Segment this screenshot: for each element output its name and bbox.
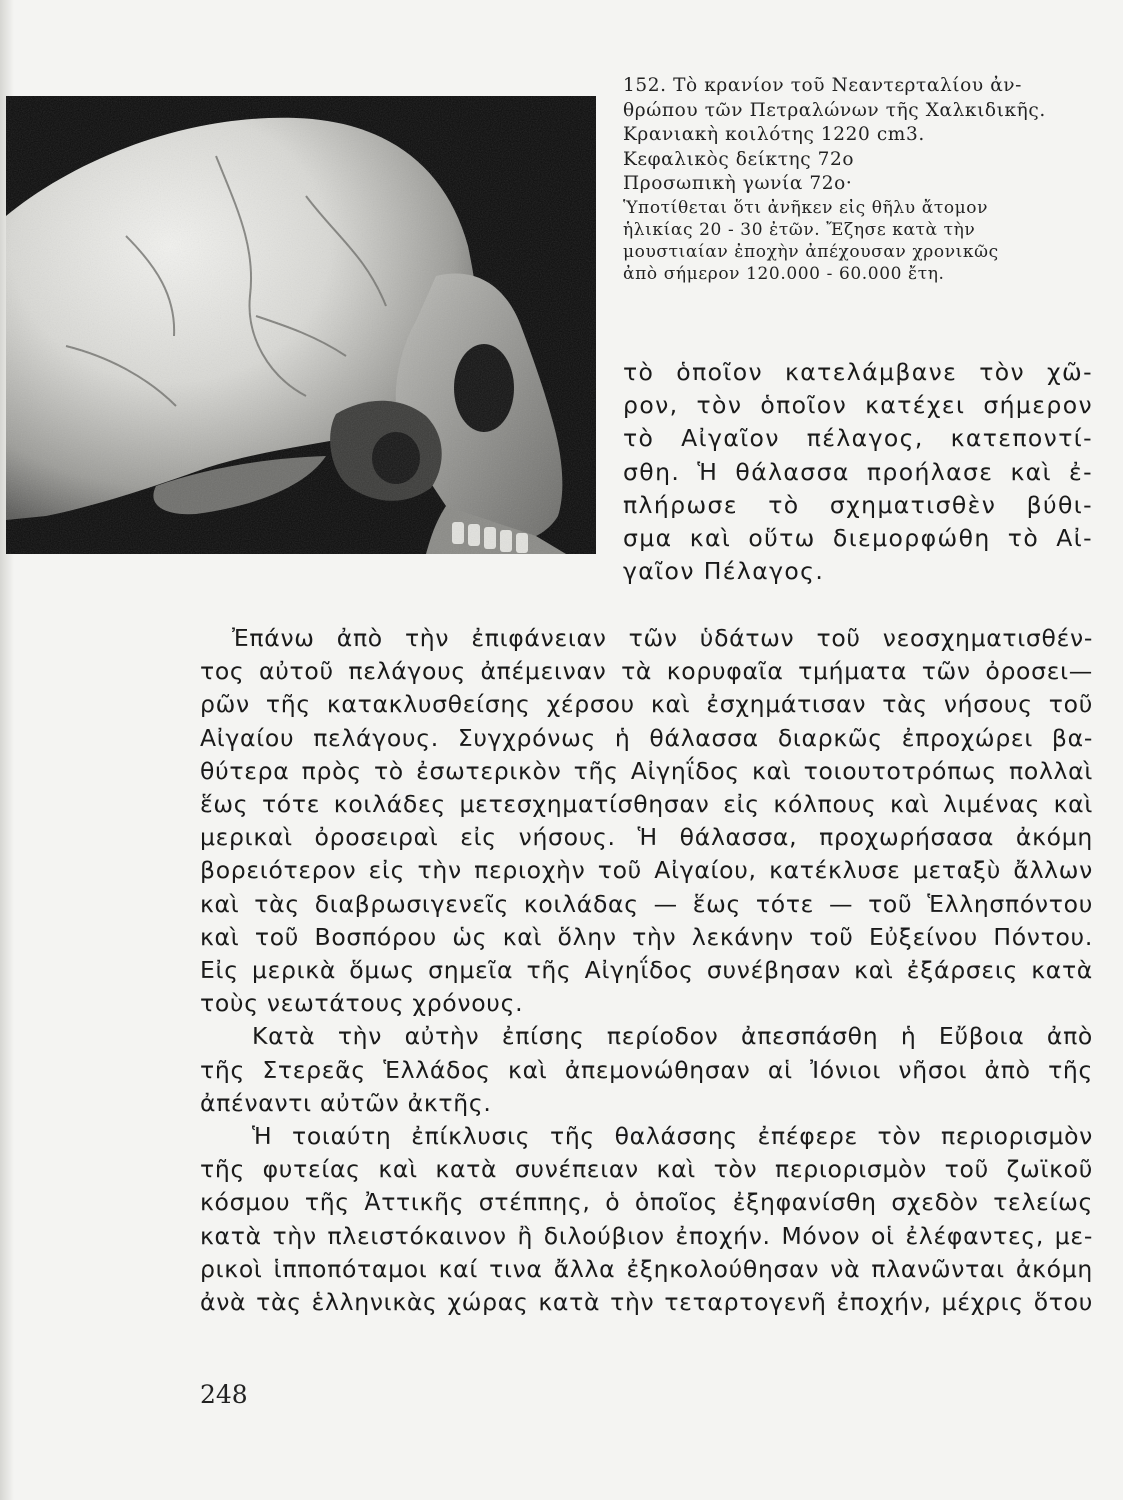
text-line: γαῖον Πέλαγος. bbox=[623, 557, 825, 586]
skull-photo bbox=[6, 96, 596, 554]
text-line: ἀπέναντι αὐτῶν ἀκτῆς. bbox=[200, 1088, 492, 1117]
text-line: σμα καὶ οὕτω διεμορφώθη τὸ Αἰ- bbox=[623, 524, 1093, 553]
text-line: καὶ τοῦ Βοσπόρου ὡς καὶ ὅλην τὴν λεκάνην τοῦ Εὐξείνου Πόντου. bbox=[200, 922, 1093, 951]
caption-note-line: μουστιαίαν ἐποχὴν ἀπέχουσαν χρονικῶς bbox=[623, 241, 999, 262]
figure-caption bbox=[623, 74, 1088, 285]
caption-note-line: Ὑποτίθεται ὅτι ἀνῆκεν εἰς θῆλυ ἄτομον bbox=[623, 197, 989, 218]
text-line: καὶ τὰς διαβρωσιγενεῖς κοιλάδας — ἕως τότε — τοῦ Ἑλλησπόντου bbox=[200, 889, 1093, 918]
text-line: σθη. Ἡ θάλασσα προήλασε καὶ ἐ- bbox=[623, 457, 1093, 486]
text-line: ρον, τὸν ὁποῖον κατέχει σήμερον bbox=[623, 391, 1093, 420]
text-line: κόσμου τῆς Ἀττικῆς στέππης, ὁ ὁποῖος ἐξηφανίσθη σχεδὸν τελείως bbox=[200, 1188, 1093, 1217]
caption-note-line: ἀπὸ σήμερον 120.000 - 60.000 ἔτη. bbox=[623, 263, 945, 284]
text-line: θύτερα πρὸς τὸ ἐσωτερικὸν τῆς Αἰγηΐδος καὶ τοιουτοτρόπως πολλαὶ bbox=[200, 756, 1093, 785]
text-line: τῆς φυτείας καὶ κατὰ συνέπειαν καὶ τὸν περιορισμὸν τοῦ ζωϊκοῦ bbox=[200, 1155, 1093, 1184]
text-line: ρικοὶ ἱπποπόταμοι καί τινα ἄλλα ἐξηκολούθησαν νὰ πλανῶνται ἀκόμη bbox=[200, 1254, 1093, 1283]
text-line: Ἐπάνω ἀπὸ τὴν ἐπιφάνειαν τῶν ὑδάτων τοῦ νεοσχηματισθέν- bbox=[232, 624, 1093, 652]
text-line: πλήρωσε τὸ σχηματισθὲν βύθι- bbox=[623, 490, 1093, 519]
text-line: ρῶν τῆς κατακλυσθείσης χέρσου καὶ ἐσχημάτισαν τὰς νήσους τοῦ bbox=[200, 690, 1093, 719]
text-line: τῆς Στερεᾶς Ἑλλάδος καὶ ἀπεμονώθησαν αἱ Ἰόνιοι νῆσοι ἀπὸ τῆς bbox=[200, 1055, 1093, 1084]
text-line: τος αὐτοῦ πελάγους ἀπέμειναν τὰ κορυφαῖα τμήματα τῶν ὀροσει— bbox=[200, 657, 1093, 686]
caption-line: Προσωπικὴ γωνία 72ο· bbox=[623, 173, 853, 194]
text-line: κατὰ τὴν πλειστόκαινον ἢ διλούβιον ἐποχήν. Μόνον οἱ ἐλέφαντες, με- bbox=[200, 1221, 1093, 1250]
caption-line: Κρανιακὴ κοιλότης 1220 cm3. bbox=[623, 124, 925, 145]
caption-line: 152. Τὸ κρανίον τοῦ Νεαντερταλίου ἀν- bbox=[623, 75, 1022, 96]
caption-note-line: ἡλικίας 20 - 30 ἐτῶν. Ἔζησε κατὰ τὴν bbox=[623, 219, 976, 240]
body-paragraphs bbox=[200, 622, 1093, 1319]
text-line: Εἰς μερικὰ ὅμως σημεῖα τῆς Αἰγηΐδος συνέβησαν καὶ ἐξάρσεις κατὰ bbox=[200, 956, 1093, 985]
text-line: ἕως τότε κοιλάδες μετεσχηματίσθησαν εἰς κόλπους καὶ λιμένας καὶ bbox=[200, 790, 1093, 819]
text-line: τὸ Αἰγαῖον πέλαγος, κατεποντί- bbox=[623, 424, 1093, 453]
text-line: μερικαὶ ὀροσειραὶ εἰς νήσους. Ἡ θάλασσα, προχωρήσασα ἀκόμη bbox=[200, 823, 1093, 852]
text-line: τὸ ὁποῖον κατελάμβανε τὸν χῶ- bbox=[623, 358, 1093, 386]
caption-line: Κεφαλικὸς δείκτης 72ο bbox=[623, 148, 855, 170]
side-paragraph bbox=[623, 356, 1093, 588]
text-line: ἀνὰ τὰς ἑλληνικὰς χώρας κατὰ τὴν τεταρτογενῆ ἐποχήν, μέχρις ὅτου bbox=[200, 1288, 1093, 1317]
caption-line: θρώπου τῶν Πετραλώνων τῆς Χαλκιδικῆς. bbox=[623, 99, 1046, 121]
page-number: 248 bbox=[200, 1380, 248, 1409]
text-line: βορειότερον εἰς τὴν περιοχὴν τοῦ Αἰγαίου, κατέκλυσε μεταξὺ ἄλλων bbox=[200, 856, 1093, 885]
text-line: τοὺς νεωτάτους χρόνους. bbox=[200, 989, 524, 1018]
text-line: Αἰγαίου πελάγους. Συγχρόνως ἡ θάλασσα διαρκῶς ἐπροχώρει βα- bbox=[200, 723, 1093, 752]
text-line: Κατὰ τὴν αὐτὴν ἐπίσης περίοδον ἀπεσπάσθη ἡ Εὔβοια ἀπὸ bbox=[252, 1022, 1093, 1051]
text-line: Ἡ τοιαύτη ἐπίκλυσις τῆς θαλάσσης ἐπέφερε τὸν περιορισμὸν bbox=[252, 1122, 1093, 1151]
